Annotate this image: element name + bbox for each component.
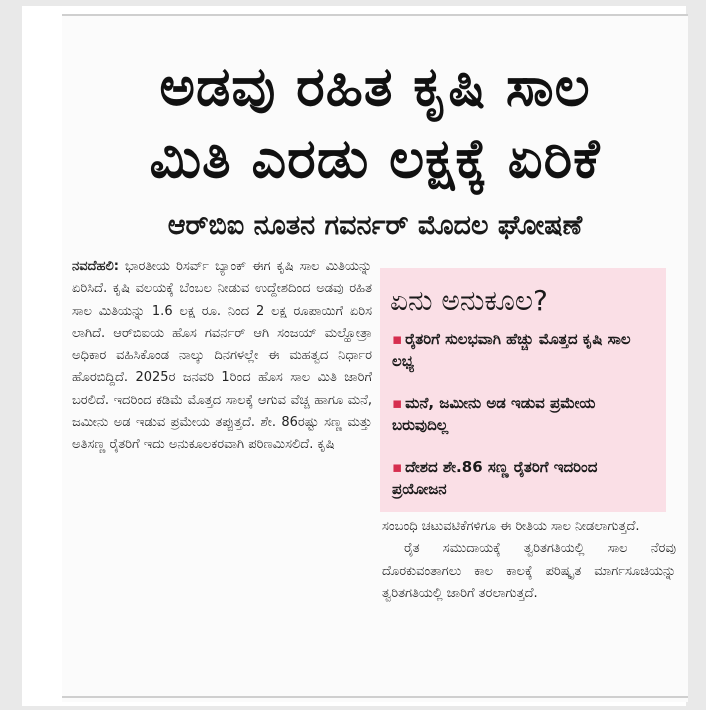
bullet-icon: ▪ <box>392 330 403 348</box>
headline-line-2: ಮಿತಿ ಎರಡು ಲಕ್ಷಕ್ಕೆ ಏರಿಕೆ <box>149 127 601 190</box>
right-column <box>382 516 676 605</box>
highlight-point-3-text: ದೇಶದ ಶೇ.86 ಸಣ್ಣ ರೈತರಿಗೆ ಇದರಿಂದ ಪ್ರಯೋಜನ <box>392 458 598 498</box>
newspaper-clipping <box>62 14 688 702</box>
left-column-text <box>72 256 372 457</box>
highlight-box <box>380 268 666 512</box>
highlight-box-title: ಏನು ಅನುಕೂಲ? <box>390 284 548 317</box>
bottom-rule <box>62 696 688 698</box>
highlight-point-3 <box>392 456 654 500</box>
highlight-point-2 <box>392 392 654 436</box>
right-column-paragraph-1: ಸಂಬಂಧಿ ಚಟುವಟಿಕೆಗಳಿಗೂ ಈ ರೀತಿಯ ಸಾಲ ನೀಡಲಾಗುತ್ತದೆ. <box>382 519 640 534</box>
page-frame <box>22 6 686 706</box>
highlight-point-1-text: ರೈತರಿಗೆ ಸುಲಭವಾಗಿ ಹೆಚ್ಚು ಮೊತ್ತದ ಕೃಷಿ ಸಾಲ ಲಭ್ಯ <box>392 330 631 370</box>
bullet-icon: ▪ <box>392 458 403 476</box>
bullet-icon: ▪ <box>392 394 403 412</box>
highlight-point-2-text: ಮನೆ, ಜಮೀನು ಅಡ ಇಡುವ ಪ್ರಮೇಯ ಬರುವುದಿಲ್ಲ <box>392 394 596 434</box>
left-column <box>72 256 372 457</box>
left-column-body: ಭಾರತೀಯ ರಿಸರ್ವ್ ಬ್ಯಾಂಕ್ ಈಗ ಕೃಷಿ ಸಾಲ ಮಿತಿಯನ್ನು ಏರಿಸಿದೆ. ಕೃಷಿ ವಲಯಕ್ಕೆ ಬೆಂಬಲ ನೀಡುವ ಉದ್ದೇಶದಿಂದ ಅಡವು ರಹಿತ ಸಾಲ ಮಿತಿಯನ್ನು 1.6 ಲಕ್ಷ ರೂ. ನಿಂದ 2 ಲಕ್ಷ ರೂಪಾಯಿಗೆ ಏರಿಸ ಲಾಗಿದೆ. ಆರ್‌ಬಿಐಯ ಹೊಸ ಗವರ್ನರ್ ಆಗಿ ಸಂಜಯ್ ಮಲ್ಹೋತ್ರಾ ಅಧಿಕಾರ ವಹಿಸಿಕೊಂಡ ನಾಲ್ಕು ದಿನಗಳಲ್ಲೇ ಈ ಮಹತ್ವದ ನಿರ್ಧಾರ ಹೊರಬಿದ್ದಿದೆ. 2025ರ ಜನವರಿ 1ರಿಂದ ಹೊಸ ಸಾಲ ಮಿತಿ ಜಾರಿಗೆ ಬರಲಿದೆ. ಇದರಿಂದ ಕಡಿಮೆ ಮೊತ್ತದ ಸಾಲಕ್ಕೆ ಆಗುವ ವೆಚ್ಚ ಹಾಗೂ ಮನೆ, ಜಮೀನು ಅಡ ಇಡುವ ಪ್ರಮೇಯ ತಪ್ಪುತ್ತದೆ. ಶೇ. 86ರಷ್ಟು ಸಣ್ಣ ಮತ್ತು ಅತಿಸಣ್ಣ ರೈತರಿಗೆ ಇದು ಅನುಕೂಲಕರವಾಗಿ ಪರಿಣಮಿಸಲಿದೆ. ಕೃಷಿ <box>72 259 372 453</box>
highlight-point-1 <box>392 328 654 372</box>
top-rule <box>62 14 688 16</box>
dateline: ನವದೆಹಲಿ: <box>72 259 119 274</box>
headline-line-1: ಅಡವು ರಹಿತ ಕೃಷಿ ಸಾಲ <box>159 55 591 118</box>
subheadline: ಆರ್‌ಬಿಐ ನೂತನ ಗವರ್ನರ್ ಮೊದಲ ಘೋಷಣೆ <box>167 210 583 241</box>
right-column-paragraph-2: ರೈತ ಸಮುದಾಯಕ್ಕೆ ತ್ವರಿತಗತಿಯಲ್ಲಿ ಸಾಲ ನೆರವು ದೊರಕುವಂತಾಗಲು ಕಾಲ ಕಾಲಕ್ಕೆ ಪರಿಷ್ಕೃತ ಮಾರ್ಗಸೂಚಿಯನ್ನು ತ್ವರಿತಗತಿಯಲ್ಲಿ ಜಾರಿಗೆ ತರಲಾಗುತ್ತದೆ. <box>382 541 676 601</box>
